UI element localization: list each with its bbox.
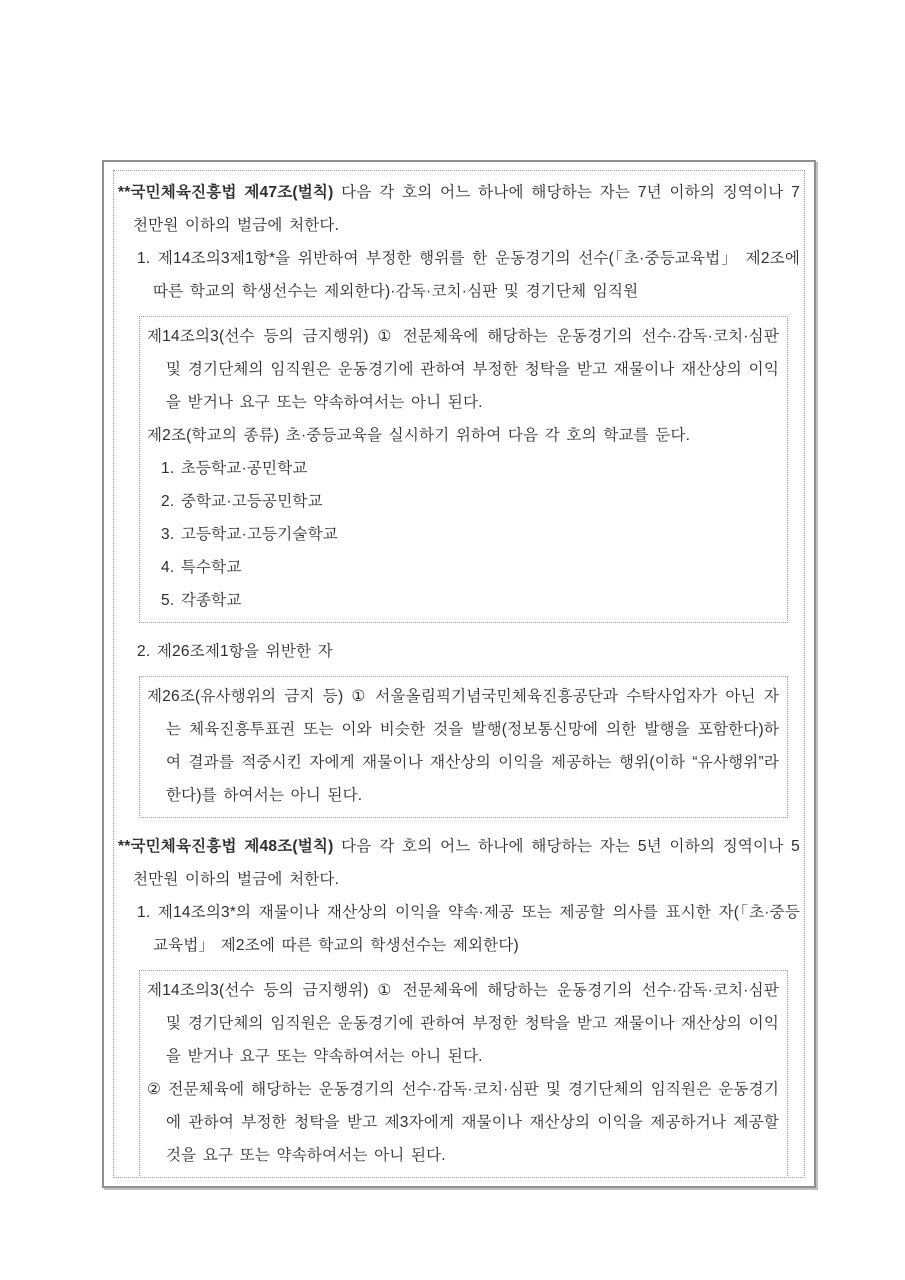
refbox1-clause2: 제2조(학교의 종류) 초·중등교육을 실시하기 위하여 다음 각 호의 학교를 둔다. [147, 427, 691, 444]
article47-heading [118, 176, 800, 242]
article47-item2: 2. 제26조제1항을 위반한 자 [137, 643, 333, 660]
refbox1-clause1: 제14조의3(선수 등의 금지행위) ① 전문체육에 해당하는 운동경기의 선수·감독·코치·심판 및 경기단체의 임직원은 운동경기에 관하여 부정한 청탁을 받고 재물이나 재산상의 이익을 받거나 요구 또는 약속하여서는 아니 된다. [147, 328, 779, 411]
school-list-item: 2. 중학교·고등공민학교 [161, 493, 323, 510]
refbox3-clause2: ② 전문체육에 해당하는 운동경기의 선수·감독·코치·심판 및 경기단체의 임직원은 운동경기에 관하여 부정한 청탁을 받고 제3자에게 재물이나 재산상의 이익을 제공하거나 제공할 것을 요구 또는 약속하여서는 아니 된다. [147, 1081, 779, 1164]
article47-heading-rest: 다음 각 호의 어느 하나에 해당하는 자는 7년 이하의 징역이나 7천만원 이하의 벌금에 처한다. [133, 184, 800, 234]
school-list-item: 3. 고등학교·고등기술학교 [161, 526, 338, 543]
article48-heading [118, 830, 800, 896]
school-list-item: 1. 초등학교·공민학교 [161, 460, 308, 477]
page-inner-dotted-border [113, 170, 805, 1178]
reference-box-article26 [139, 676, 788, 818]
reference-box-article14-3 [139, 970, 788, 1178]
article47-item1: 1. 제14조의3제1항*을 위반하여 부정한 행위를 한 운동경기의 선수(「초·중등교육법」 제2조에 따른 학교의 학생선수는 제외한다)·감독·코치·심판 및 경기단체 임직원 [137, 250, 800, 300]
refbox3-clause1: 제14조의3(선수 등의 금지행위) ① 전문체육에 해당하는 운동경기의 선수·감독·코치·심판 및 경기단체의 임직원은 운동경기에 관하여 부정한 청탁을 받고 재물이나 재산상의 이익을 받거나 요구 또는 약속하여서는 아니 된다. [147, 982, 779, 1065]
refbox2-clause1: 제26조(유사행위의 금지 등) ① 서울올림픽기념국민체육진흥공단과 수탁사업자가 아닌 자는 체육진흥투표권 또는 이와 비슷한 것을 발행(정보통신망에 의한 발행을 포함한다)하여 결과를 적중시킨 자에게 재물이나 재산상의 이익을 제공하는 행위(이하 “유사행위”라 한다)를 하여서는 아니 된다. [147, 688, 779, 804]
reference-box-article14-3-and-2 [139, 316, 788, 623]
article48-heading-bold: **국민체육진흥법 제48조(벌칙) [118, 838, 334, 855]
document-page [102, 160, 816, 1188]
article48-item1: 1. 제14조의3*의 재물이나 재산상의 이익을 약속·제공 또는 제공할 의사를 표시한 자(「초·중등교육법」 제2조에 따른 학교의 학생선수는 제외한다) [137, 904, 800, 954]
article47-heading-bold: **국민체육진흥법 제47조(벌칙) [118, 184, 334, 201]
school-list-item: 5. 각종학교 [161, 592, 242, 609]
article48-heading-rest: 다음 각 호의 어느 하나에 해당하는 자는 5년 이하의 징역이나 5천만원 이하의 벌금에 처한다. [133, 838, 800, 888]
school-list-item: 4. 특수학교 [161, 559, 242, 576]
